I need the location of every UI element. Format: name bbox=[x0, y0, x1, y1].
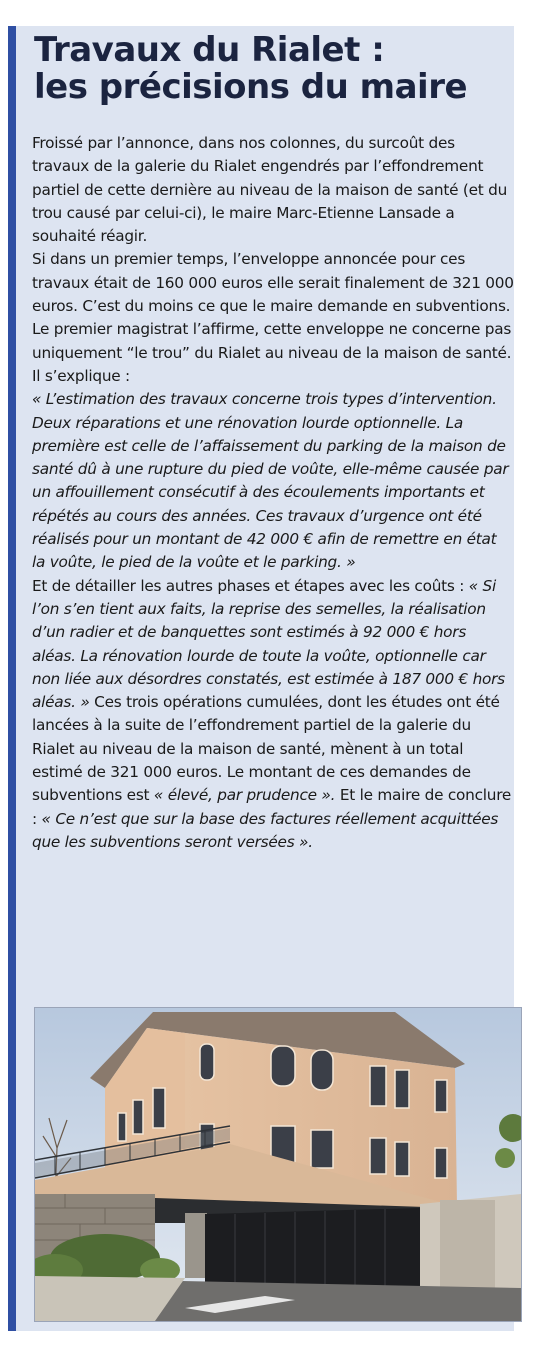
details-total: Ces trois opérations cumulées, dont les études ont été lancées à la suite de l’effondrement partiel de la galerie du Rialet au niveau de la maison de santé, mènent à un total estimé de 321 000 euros. Le montant de ces demandes de subventions est bbox=[32, 693, 500, 805]
article-body bbox=[32, 132, 514, 854]
details-intro: Et de détailler les autres phases et étapes avec les coûts : bbox=[32, 576, 465, 595]
quote-faits: « Si l’on s’en tient aux faits, la reprise des semelles, la réalisation d’un radier et de banquettes sont estimés à 92 000 € hors aléas. La rénovation lourde de toute la voûte, optionnelle car non liée aux désordres constatés, est estimée à 187 000 € hors aléas. » bbox=[32, 576, 505, 712]
paragraph-quote-estimation bbox=[32, 388, 514, 574]
paragraph-intro: Froissé par l’annonce, dans nos colonnes, du surcoût des travaux de la galerie du Rialet engendrés par l’effondrement partiel de cette dernière au niveau de la maison de santé (et du trou causé par celui-ci), le maire Marc-Etienne Lansade a souhaité réagir. bbox=[32, 134, 508, 246]
building-photo bbox=[34, 1007, 522, 1322]
paragraph-budget: Si dans un premier temps, l’enveloppe annoncée pour ces travaux était de 160 000 euros elle serait finalement de 321 000 euros. C’est du moins ce que le maire demande en subventions. bbox=[32, 250, 514, 316]
conclusion-intro: Et le maire de conclure : bbox=[32, 786, 512, 828]
quote-conclusion: « Ce n’est que sur la base des factures réellement acquittées que les subventions seront versées ». bbox=[32, 809, 499, 851]
title-line-1: Travaux du Rialet : bbox=[34, 30, 385, 70]
paragraph-details bbox=[32, 575, 514, 855]
article-box bbox=[8, 26, 514, 1331]
paragraph-magistrat: Le premier magistrat l’affirme, cette enveloppe ne concerne pas uniquement “le trou” du Rialet au niveau de la maison de santé. Il s’explique : bbox=[32, 320, 512, 385]
title-line-2: les précisions du maire bbox=[34, 67, 468, 107]
quote-estimation: « L’estimation des travaux concerne trois types d’intervention. Deux réparations et une rénovation lourde optionnelle. La première est celle de l’affaissement du parking de la maison de santé dû à une rupture du pied de voûte, elle-même causée par un affouillement consécutif à des écoulements importants et répétés au cours des années. Ces travaux d’urgence ont été réalisés pour un montant de 42 000 € afin de remettre en état la voûte, le pied de la voûte et le parking. » bbox=[32, 390, 509, 572]
quote-prudence: « élevé, par prudence ». bbox=[153, 786, 336, 805]
article-title bbox=[34, 32, 514, 106]
